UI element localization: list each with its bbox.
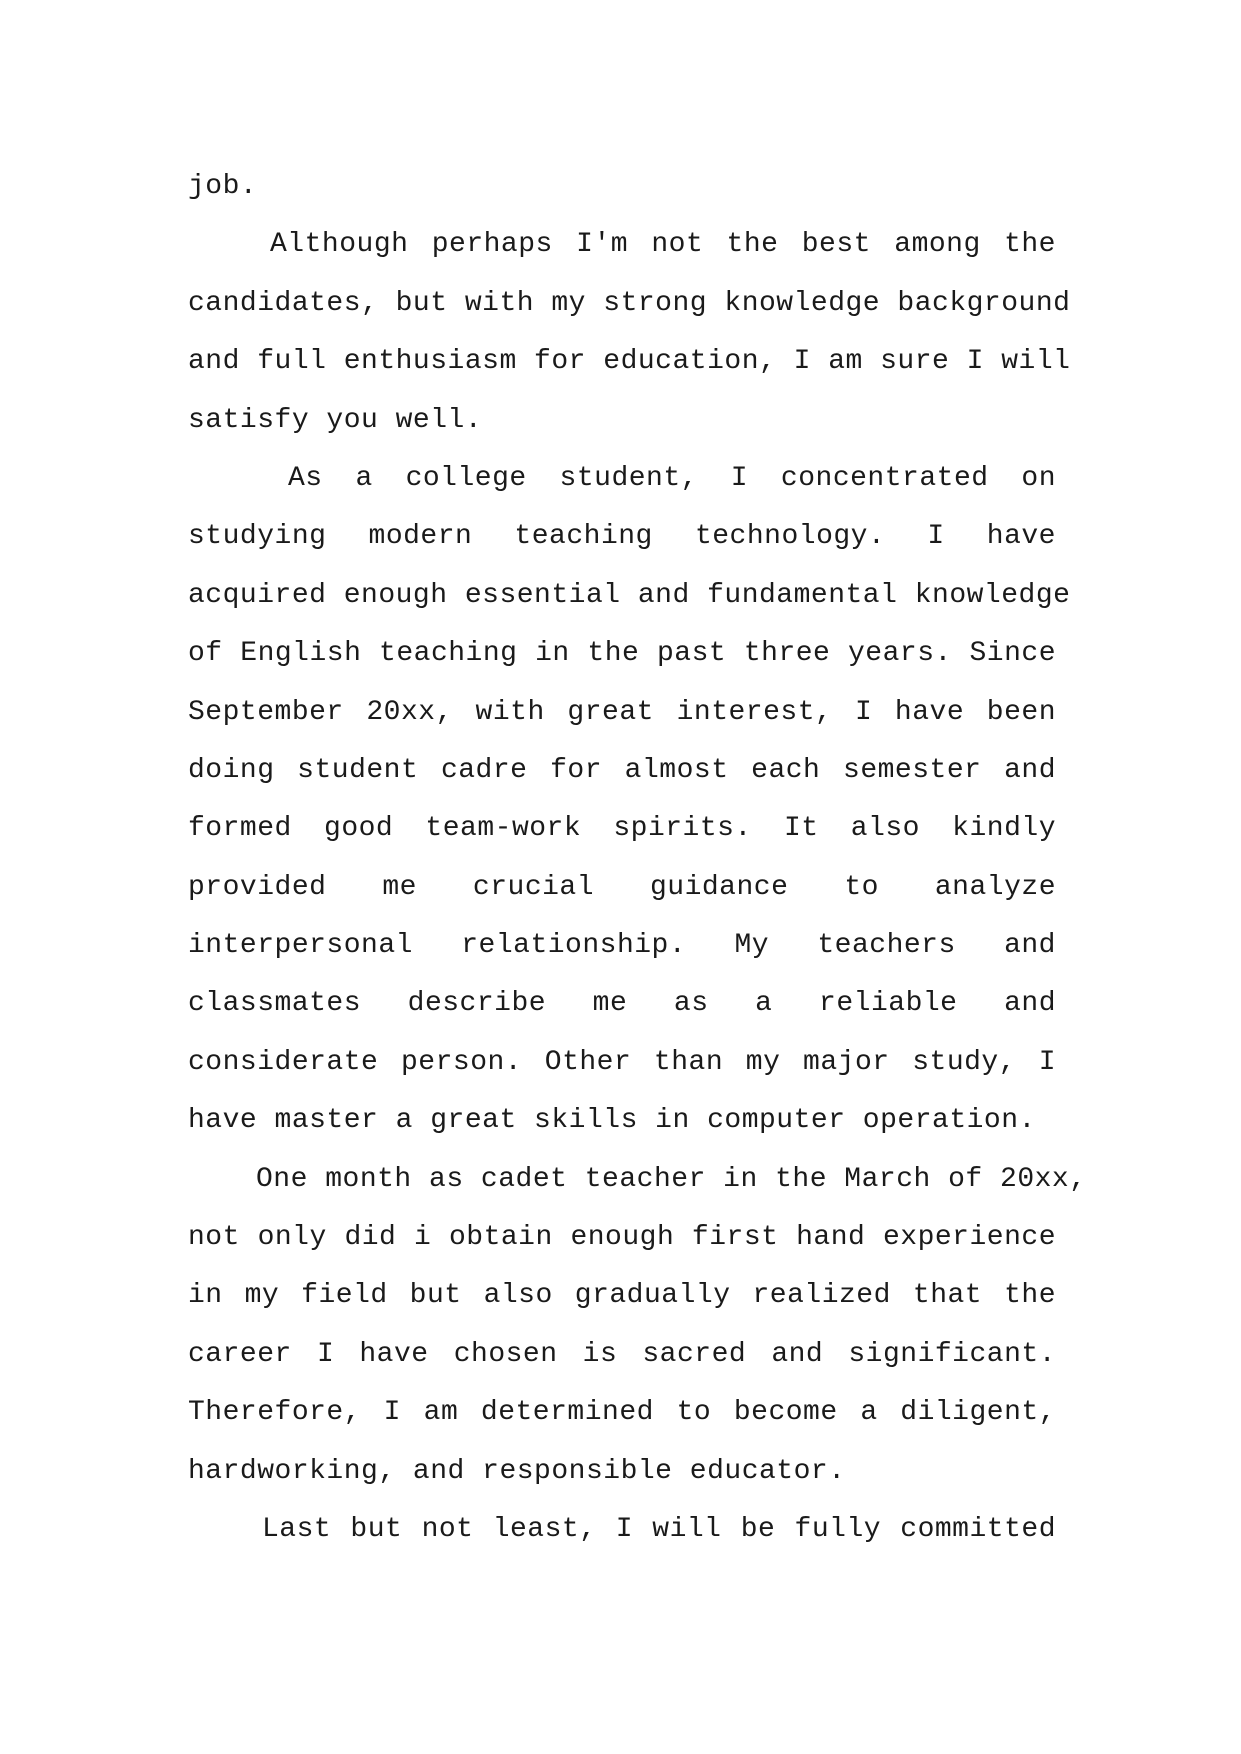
- text-line: of English teaching in the past three years. Since: [188, 638, 1056, 670]
- text-line: interpersonal relationship. My teachers and: [188, 930, 1056, 962]
- text-line: satisfy you well.: [188, 404, 483, 436]
- text-line: Although perhaps I'm not the best among the: [270, 229, 1056, 261]
- text-line: Therefore, I am determined to become a diligent,: [188, 1397, 1056, 1429]
- text-line: job.: [188, 171, 258, 202]
- text-line: September 20xx, with great interest, I have been: [188, 696, 1056, 728]
- text-line: classmates describe me as a reliable and: [188, 988, 1056, 1020]
- text-line: One month as cadet teacher in the March of 20xx,: [256, 1163, 1087, 1195]
- text-line: candidates, but with my strong knowledge background: [188, 287, 1071, 319]
- text-line: career I have chosen is sacred and significant.: [188, 1338, 1056, 1370]
- text-line: Last but not least, I will be fully committed: [262, 1513, 1056, 1545]
- letter-body: [188, 158, 1087, 1559]
- text-line: in my field but also gradually realized that the: [188, 1280, 1056, 1312]
- text-line: considerate person. Other than my major study, I: [188, 1046, 1056, 1078]
- text-line: doing student cadre for almost each semester and: [188, 754, 1056, 786]
- text-line: acquired enough essential and fundamental knowledge: [188, 579, 1071, 611]
- text-line: not only did i obtain enough first hand experience: [188, 1222, 1056, 1254]
- text-line: and full enthusiasm for education, I am sure I will: [188, 346, 1071, 378]
- text-line: have master a great skills in computer operation.: [188, 1105, 1036, 1137]
- text-line: hardworking, and responsible educator.: [188, 1455, 846, 1487]
- text-line: studying modern teaching technology. I have: [188, 521, 1056, 553]
- text-line: formed good team-work spirits. It also kindly: [188, 813, 1056, 845]
- text-line: provided me crucial guidance to analyze: [188, 871, 1056, 903]
- text-line: As a college student, I concentrated on: [288, 462, 1056, 494]
